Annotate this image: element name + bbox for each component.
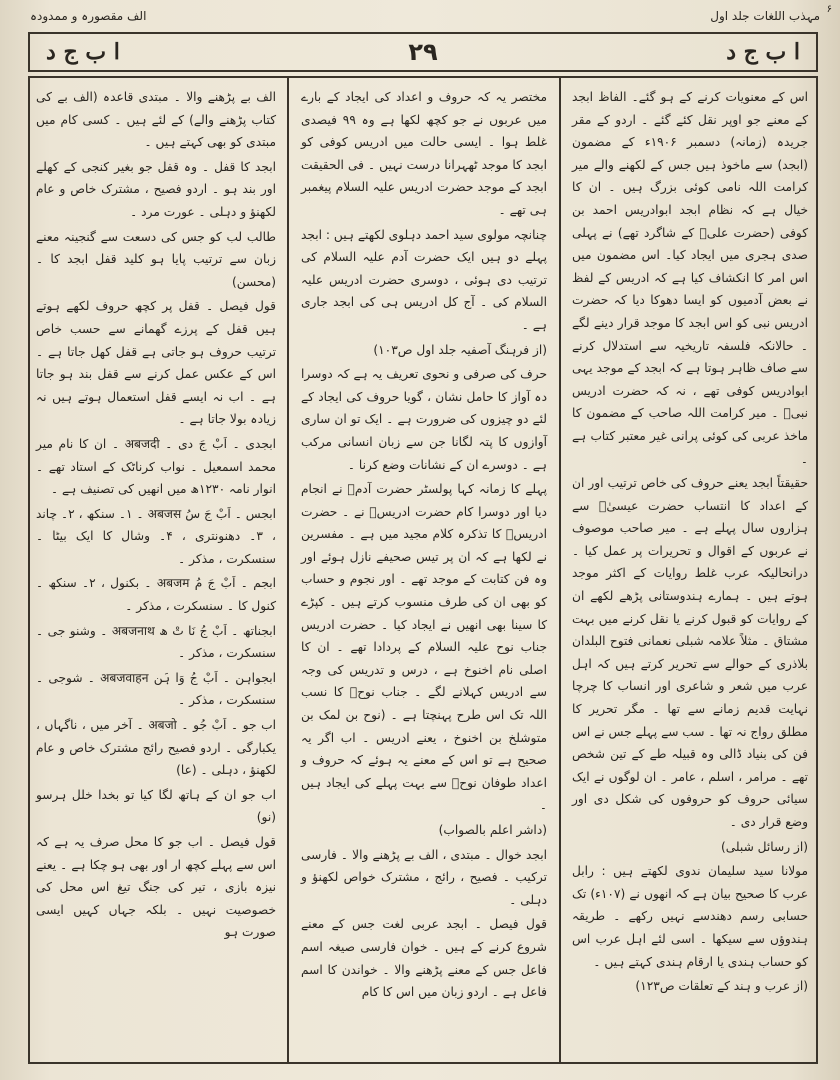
paragraph: مختصر یہ کہ حروف و اعداد کی ایجاد کے بارے میں عربوں نے جو کچھ لکھا ہے وہ ۹۹ فیصدی غلط ہوا ۔ ایسی حالت میں ادریس کوفی کو ابجد کا موجد ٹھہرانا درست نہیں ۔ فی الحقیقت ابجد کے موجد حضرت ادریس علیہ السلام پیغمبر ہی تھے ۔ bbox=[301, 90, 547, 217]
paragraph: الف بے پڑھنے والا ۔ مبتدی قاعدہ (الف بے کی کتاب پڑھنے والے) کے لئے ہیں ۔ کسی کام میں مبتدی کو بھی کہتے ہیں ۔ bbox=[36, 90, 276, 150]
header-keyword-right: ا ب ج د bbox=[726, 39, 800, 65]
running-title-right: مہذب اللغات جلد اول bbox=[710, 9, 820, 23]
running-header bbox=[30, 6, 820, 26]
paragraph: پہلے کا زمانہ کہا پولسٹر حضرت آدمؑ نے انجام دیا اور دوسرا کام حضرت ادریسؑ نے ۔ حضرت ادریسؑ کا تذکرہ کلام مجید میں ہے ۔ مفسرین نے لکھا ہے کہ ان پر تیس صحیفے نازل ہوئے اور وہ فن کتابت کے موجد تھے ۔ اور نجوم و حساب کو بھی ان کی طرف منسوب کرتے ہیں ۔ کپڑے کا سینا بھی انھیں نے ایجاد کیا ۔ حضرت ادریس جناب نوح علیہ السلام کے پردادا تھے ۔ ان کا اصلی نام اخنوخ ہے ، درس و تدریس کی وجہ سے ادریس کہلانے لگے ۔ جناب نوحؑ کا نسب اللہ تک اس طرح پہنچتا ہے ۔ (نوح بن لمک بن متوشلخ بن اخنوخ ، یعنے ادریس ۔ اب اگر یہ صحیح ہے تو اس کے معنے یہ ہوئے کہ حروف و اعداد طوفان نوحؑ سے بہت پہلے کی ایجاد ہیں ۔ bbox=[301, 482, 547, 813]
source-citation: (از عرب و ہند کے تعلقات ص۱۲۳) bbox=[635, 979, 808, 994]
column-left bbox=[28, 78, 284, 1060]
paragraph: چنانچہ مولوی سید احمد دہلوی لکھتے ہیں : ابجد پہلے دو ہیں ایک حضرت آدم علیہ السلام کی ترتیب دی ہوئی ، دوسری حضرت ادریس علیہ السلام کی ۔ آج کل ادریس ہی کی ابجد جاری ہے ۔ bbox=[301, 227, 547, 332]
paragraph: حرف کی صرفی و نحوی تعریف یہ ہے کہ دوسرا دہ آواز کا حامل نشان ، گویا حروف کی ایجاد کے لئے دو چیزوں کی ضرورت ہے ۔ ایک تو ان ساری آوازوں کا پتہ لگانا جن سے زبان انسانی مرکب ہے ۔ دوسرے ان کے نشانات وضع کرنا ۔ bbox=[301, 367, 547, 472]
dictionary-entry: ابجد کا قفل ۔ وہ قفل جو بغیر کنجی کے کھلے اور بند ہو ۔ اردو فصیح ، مشترک خاص و عام لکھنؤ و دہلی ۔ عورت مرد ۔ bbox=[36, 159, 276, 219]
page-number: ۲۹ bbox=[408, 38, 438, 66]
verse: طالب لب کو جس کی دسعت سے گنجینہ معنے زبان سے ترتیب پایا ہو کلید قفل ابجد کا ۔ (محسن) bbox=[36, 229, 276, 289]
column-divider bbox=[287, 76, 289, 1064]
paragraph: قول فیصل ۔ قفل پر کچھ حروف لکھے ہوتے ہیں قفل کے پرزے گھمانے سے حسب خاص ترتیب حروف ہو جاتی ہے قفل کھل جاتا ہے ۔ اس کے عکس عمل کرنے سے قفل بند ہو جاتا ہے ۔ اب نہ ایسے قفل استعمال ہوتے ہیں نہ زیادہ بولا جاتا ہے ۔ bbox=[36, 299, 276, 427]
source-citation: (از رسائل شبلی) bbox=[720, 839, 808, 854]
source-citation: (از فرہنگ آصفیہ جلد اول ص۱۰۳) bbox=[373, 342, 547, 357]
column-right bbox=[564, 78, 816, 1060]
dictionary-entry: ابجدی ۔ اَبْ جَ دی ۔ अबजदी ۔ ان کا نام میر محمد اسمعیل ۔ نواب کرناٹک کے استاد تھے ۔ انوار نامہ ۱۲۳۰ھ میں انھیں کی تصنیف ہے ۔ bbox=[36, 436, 276, 497]
dictionary-entry: ابجد خوال ۔ مبتدی ، الف بے پڑھنے والا ۔ فارسی ترکیب ۔ فصیح ، رائج ، مشترک خواص لکھنؤ و دہلی ۔ bbox=[301, 847, 547, 907]
verse: اب جو ان کے ہاتھ لگا کیا تو بخدا خلل ہرسو (نو) bbox=[36, 787, 276, 825]
running-title-left: الف مقصورہ و ممدودہ bbox=[30, 9, 147, 23]
paragraph: مولانا سید سلیمان ندوی لکھتے ہیں : رابل عرب کا صحیح بیان ہے کہ انھوں نے (۱۰۷ء) تک حسابی رسم دھندسے نہیں رکھے ۔ طریقہ ہندوؤں سے سیکھا ۔ اسی لئے اہل عرب اس کو حساب ہندی یا ارقام ہندی کہتے ہیں ۔ bbox=[572, 864, 808, 969]
dictionary-entry: ابجم ۔ اَبْ جَ مُ अबजम ۔ بکنول ، ۲۔ سنکھ ۔ کنول کا ۔ سنسکرت ، مذکر ۔ bbox=[36, 576, 276, 614]
corner-mark: ۶ bbox=[826, 4, 832, 15]
header-keyword-left: ا ب ج د bbox=[46, 39, 120, 65]
source-citation: (داشر اعلم بالصواب) bbox=[438, 823, 547, 837]
dictionary-entry: ابجواہن ۔ اَبْ جُ وَا ہَن अबजवाहन ۔ شوجی ۔ سنسکرت ، مذکر ۔ bbox=[36, 670, 276, 708]
page-header-box bbox=[28, 32, 818, 72]
dictionary-entry: ابجس ۔ اَبْ جَ سُ अबजस ۔ ۱۔ سنکھ ، ۲۔ چاند ، ۳۔ دھنونتری ، ۴۔ وشال کا ایک بیٹا ۔ سنسکرت ، مذکر ۔ bbox=[36, 506, 276, 566]
paragraph: قول فیصل ۔ اب جو کا محل صرف یہ ہے کہ اس سے پہلے کچھ ار اور بھی ہو چکا ہے ۔ یعنے نیزہ بازی ، تیر کی جنگ تیغ اس محل کی خصوصیت نہیں ۔ بلکہ جہاں کہیں ایسی صورت ہو bbox=[36, 835, 276, 940]
column-middle bbox=[293, 78, 555, 1060]
paragraph: اس کے معنویات کرنے کے ہو گئے۔ الفاظ ابجد کے معنے جو اوپر نقل کئے گئے ۔ اردو کے مقر جریدہ (زمانہ) دسمبر ۱۹۰۶ء کے مضمون (ابجد) سے ماخوذ ہیں جس کے لکھنے والے میر کرامت اللہ نامی کوئی بزرگ ہیں ۔ ان کا خیال ہے کہ نظام ابجد ابوادریس احمد بن کوفی (حضرت علیؑ کے شاگرد تھے) نے پہلی صدی ہجری میں ایجاد کیا۔ اس مضمون میں اس امر کا انکشاف کیا ہے کہ ادریس کے لفظ نے بعض آدمیوں کو ایسا دھوکا دیا کہ حضرت ادریس نبی کو اس ابجد کا موجد قرار دینے لگے ۔ حالانکہ فلسفہ تاریخیہ سے استدلال کرنے سے صاف ظاہر ہوتا ہے کہ ابجد کے موجد یہی ابوادریس کوفی تھے ، نہ کہ حضرت ادریس نبیؑ ۔ میر کرامت اللہ صاحب کے مضمون کا ماخذ عربی کی کوئی پرانی غیر معتبر کتاب ہے ۔ bbox=[572, 90, 809, 466]
column-divider bbox=[559, 76, 561, 1064]
dictionary-entry: ابجناتھ ۔ اَبْ جُ نَا تْ ھ अबजनाथ ۔ وشنو جی ۔ سنسکرت ، مذکر ۔ bbox=[36, 623, 276, 661]
paragraph: قول فیصل ۔ ابجد عربی لغت جس کے معنے شروع کرنے کے ہیں ۔ خوان فارسی صیغہ اسم فاعل جس کے معنے پڑھنے والا ۔ خواندن کا اسم فاعل ہے ۔ اردو زبان میں اس کا کام bbox=[301, 917, 547, 1000]
paragraph: حقیقتاً ابجد یعنے حروف کی خاص ترتیب اور ان کے اعداد کا انتساب حضرت عیسیٰؑ سے ہزاروں سال پہلے ہے ۔ میر صاحب موصوف نے عربوں کے اقوال و تحریرات پر عمل کیا ۔ درانحالیکہ عرب غلط روایات کے اکثر موجد ہوتے ہیں ۔ ہمارے ہندوستانی پڑھے لکھے ان کے روایات کو قبول کرنے یا نقل کرنے میں بہت مشتاق ۔ مثلاً علامہ شبلی نعمانی فتوح البلدان بلاذری کے حوالے سے تحریر کرتے ہیں کہ اہل عرب میں شعر و شاعری اور انساب کا چرچا نہایت قدیم زمانے سے تھا ۔ مگر تحریر کا مطلق رواج نہ تھا ۔ سب سے پہلے جس نے اس فن کی بنیاد ڈالی وہ قبیلہ طے کے تین شخص تھے ۔ مرامر ، اسلم ، عامر ۔ ان لوگوں نے ایک سیائی حروف کو حروفوں کی شکل دی اور وضع قرار دی ۔ bbox=[572, 476, 808, 829]
dictionary-entry: اب جو ۔ اَبْ جُو ۔ अबजो ۔ آخر میں ، ناگہاں ، یکبارگی ۔ اردو فصیح رائج مشترک خاص و عام لکھنؤ ، دہلی ۔ (عا) bbox=[36, 718, 277, 778]
